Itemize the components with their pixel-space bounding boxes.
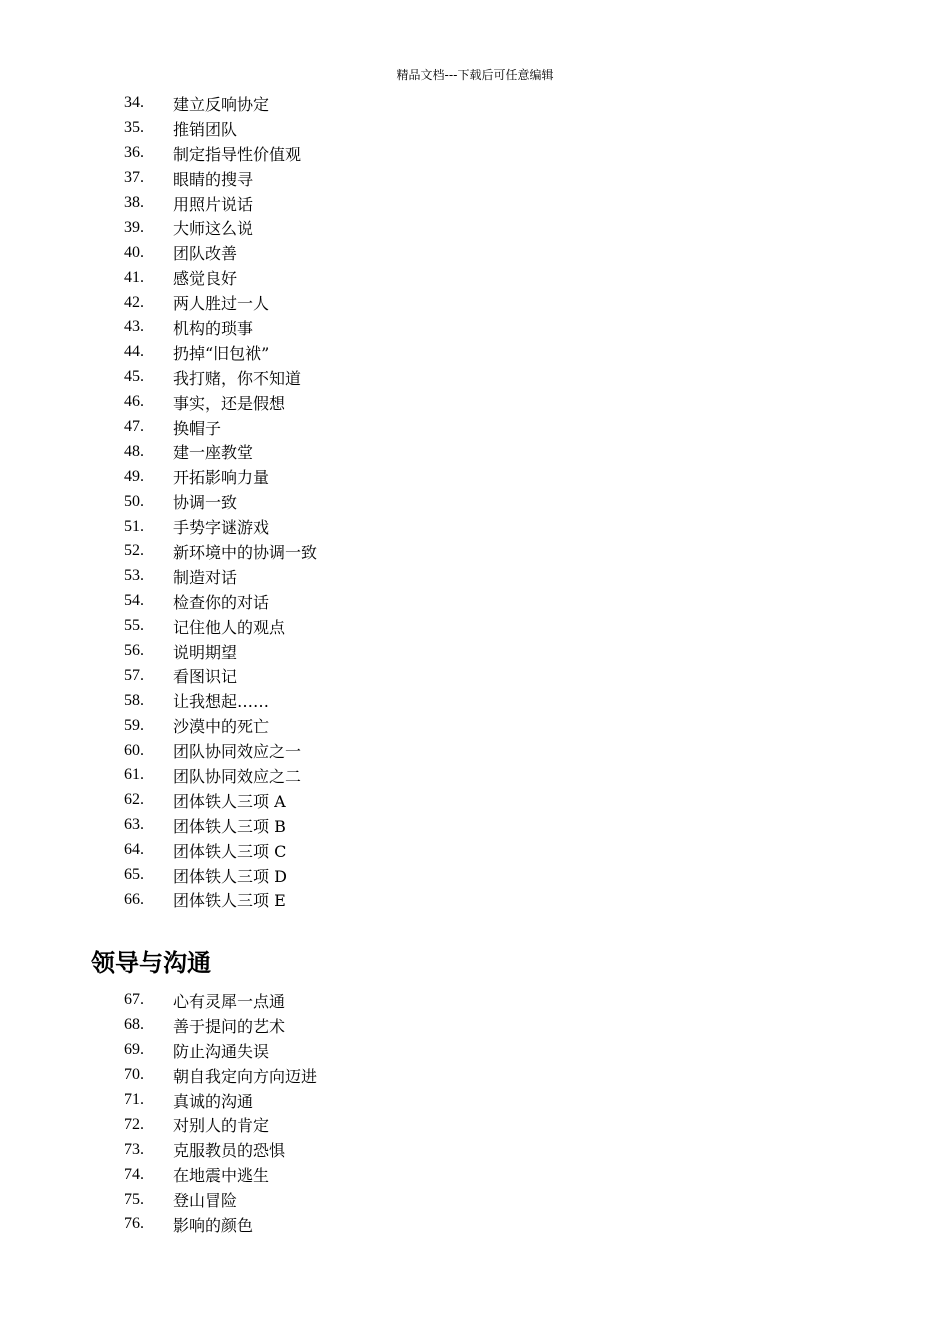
item-number: 40. <box>124 243 144 261</box>
list-item <box>124 290 317 315</box>
item-label: 大师这么说 <box>173 219 254 239</box>
item-label: 建立反响协定 <box>173 94 270 114</box>
list-item <box>124 514 317 539</box>
list-item <box>124 315 317 340</box>
list-item <box>124 763 317 788</box>
page-header: 精品文档---下载后可任意编辑 <box>396 68 554 82</box>
item-label: 眼睛的搜寻 <box>173 169 254 189</box>
item-label: 感觉良好 <box>173 269 238 289</box>
item-label: 制造对话 <box>173 567 238 587</box>
item-label: 克服教员的恐惧 <box>173 1141 286 1161</box>
list-item <box>124 888 317 913</box>
item-number: 35. <box>124 119 144 137</box>
list-item <box>124 663 317 688</box>
item-number: 67. <box>124 991 144 1009</box>
item-label: 团体铁人三项 B <box>173 816 286 836</box>
item-label: 团队改善 <box>173 244 238 264</box>
item-label: 影响的颜色 <box>173 1215 254 1235</box>
list-item <box>124 439 317 464</box>
item-label: 真诚的沟通 <box>173 1091 254 1111</box>
item-label: 用照片说话 <box>173 194 254 214</box>
item-label: 团体铁人三项 E <box>173 891 286 911</box>
item-number: 74. <box>124 1165 144 1183</box>
item-label: 推销团队 <box>173 119 238 139</box>
list-item <box>124 489 317 514</box>
item-number: 53. <box>124 567 144 585</box>
item-label: 团体铁人三项 D <box>173 866 287 886</box>
list-item <box>124 415 317 440</box>
list-item <box>124 639 317 664</box>
item-label: 事实，还是假想 <box>173 393 286 413</box>
list-item <box>124 863 317 888</box>
item-number: 64. <box>124 841 144 859</box>
item-label: 两人胜过一人 <box>173 294 270 314</box>
list-item <box>124 191 317 216</box>
list-item <box>124 1187 317 1212</box>
list-item <box>124 1162 317 1187</box>
item-number: 38. <box>124 194 144 211</box>
item-number: 62. <box>124 791 144 809</box>
item-label: 对别人的肯定 <box>173 1116 270 1136</box>
item-number: 41. <box>124 268 144 286</box>
item-label: 检查你的对话 <box>173 592 270 612</box>
item-label: 让我想起…… <box>173 692 270 712</box>
item-number: 58. <box>124 691 144 709</box>
list-item <box>124 166 317 191</box>
item-number: 43. <box>124 318 144 336</box>
item-number: 48. <box>124 442 144 460</box>
list-item <box>124 539 317 564</box>
item-label: 说明期望 <box>173 642 238 662</box>
section-heading: 领导与沟通 <box>91 949 211 977</box>
list-item <box>124 1063 317 1088</box>
item-number: 42. <box>124 293 144 311</box>
list-item <box>124 1088 317 1113</box>
item-number: 60. <box>124 741 144 759</box>
item-number: 75. <box>124 1190 144 1208</box>
item-number: 65. <box>124 866 144 884</box>
item-number: 69. <box>124 1041 144 1059</box>
list-item <box>124 564 317 589</box>
item-number: 76. <box>124 1215 144 1233</box>
item-number: 68. <box>124 1016 144 1034</box>
item-number: 71. <box>124 1091 144 1108</box>
item-number: 55. <box>124 617 144 635</box>
item-label: 团队协同效应之一 <box>173 742 302 762</box>
item-label: 我打赌，你不知道 <box>173 368 302 388</box>
item-label: 手势字谜游戏 <box>173 518 270 538</box>
item-label: 登山冒险 <box>173 1191 238 1211</box>
list-item <box>124 365 317 390</box>
item-label: 心有灵犀一点通 <box>173 991 286 1011</box>
item-label: 团体铁人三项 C <box>173 841 287 861</box>
item-label: 记住他人的观点 <box>173 617 286 637</box>
item-label: 在地震中逃生 <box>173 1166 270 1186</box>
item-label: 开拓影响力量 <box>173 468 270 488</box>
item-label: 新环境中的协调一致 <box>173 542 318 562</box>
item-number: 37. <box>124 169 144 187</box>
item-number: 66. <box>124 890 144 908</box>
list-item <box>124 240 317 265</box>
list-item <box>124 464 317 489</box>
list-item <box>124 340 317 365</box>
list-item <box>124 1137 317 1162</box>
list-item <box>124 1013 317 1038</box>
item-label: 看图识记 <box>173 667 238 687</box>
item-number: 39. <box>124 218 144 236</box>
item-number: 50. <box>124 492 144 510</box>
item-number: 72. <box>124 1115 144 1133</box>
item-number: 73. <box>124 1140 144 1158</box>
activity-list-1 <box>124 91 317 912</box>
item-number: 70. <box>124 1066 144 1084</box>
item-label: 防止沟通失误 <box>173 1041 270 1061</box>
item-number: 59. <box>124 716 144 734</box>
list-item <box>124 988 317 1013</box>
item-number: 63. <box>124 816 144 834</box>
item-number: 47. <box>124 418 144 436</box>
item-number: 51. <box>124 517 144 535</box>
item-number: 56. <box>124 642 144 660</box>
item-label: 机构的琐事 <box>173 318 254 338</box>
list-item <box>124 1212 317 1237</box>
item-number: 54. <box>124 592 144 610</box>
list-item <box>124 738 317 763</box>
activity-list-2 <box>124 988 317 1237</box>
item-label: 朝自我定向方向迈进 <box>173 1066 318 1086</box>
item-number: 36. <box>124 144 144 162</box>
item-number: 49. <box>124 467 144 485</box>
item-number: 44. <box>124 343 144 361</box>
item-number: 34. <box>124 94 144 112</box>
item-number: 46. <box>124 393 144 411</box>
list-item <box>124 215 317 240</box>
list-item <box>124 614 317 639</box>
list-item <box>124 265 317 290</box>
item-number: 45. <box>124 368 144 386</box>
item-label: 扔掉“旧包袱” <box>173 343 270 363</box>
item-number: 57. <box>124 666 144 684</box>
list-item <box>124 116 317 141</box>
list-item <box>124 141 317 166</box>
list-item <box>124 589 317 614</box>
list-item <box>124 1112 317 1137</box>
list-item <box>124 813 317 838</box>
list-item <box>124 91 317 116</box>
list-item <box>124 788 317 813</box>
list-item <box>124 713 317 738</box>
item-label: 建一座教堂 <box>173 443 254 463</box>
item-label: 制定指导性价值观 <box>173 144 302 164</box>
list-item <box>124 390 317 415</box>
list-item <box>124 1038 317 1063</box>
item-label: 换帽子 <box>173 418 222 438</box>
list-item <box>124 688 317 713</box>
item-number: 52. <box>124 542 144 560</box>
item-label: 沙漠中的死亡 <box>173 717 270 737</box>
item-label: 协调一致 <box>173 493 238 513</box>
item-label: 善于提问的艺术 <box>173 1016 286 1036</box>
list-item <box>124 838 317 863</box>
item-number: 61. <box>124 766 144 784</box>
item-label: 团队协同效应之二 <box>173 766 302 786</box>
item-label: 团体铁人三项 A <box>173 791 286 811</box>
